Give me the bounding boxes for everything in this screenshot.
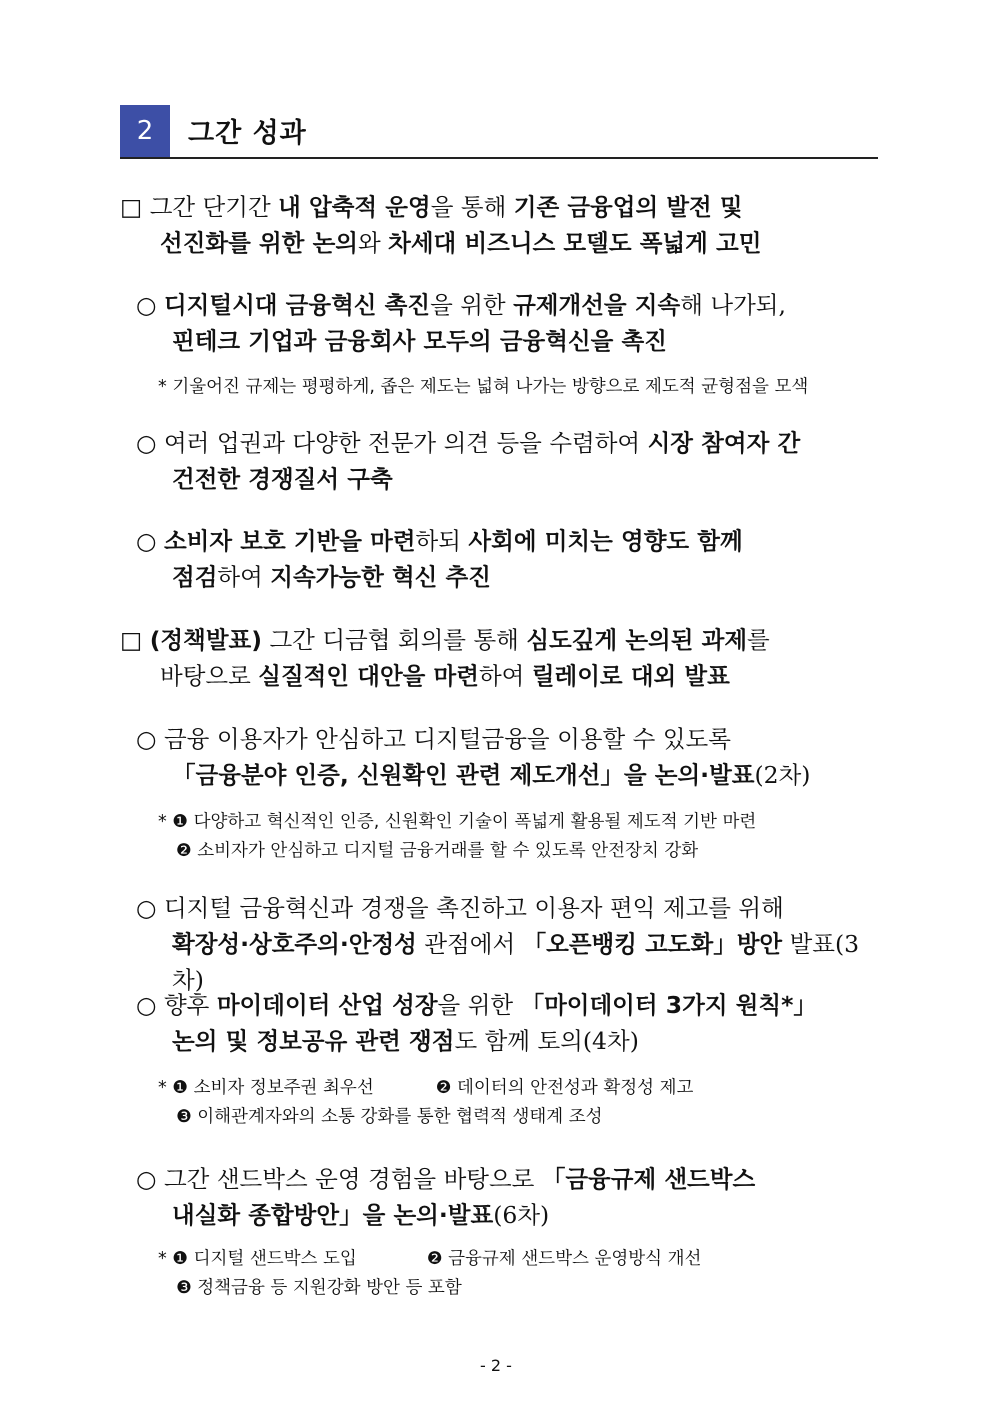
line (136, 721, 880, 757)
note-line (158, 1245, 878, 1274)
emphasis-text: 사회에 미치는 영향도 함께 (468, 527, 743, 555)
emphasis-text: 「오픈뱅킹 고도화」방안 (522, 930, 783, 958)
bullet-mark: ○ (136, 725, 164, 753)
bullet-7 (136, 1161, 880, 1233)
note-2 (158, 808, 878, 866)
note-item: ❷ 금융규제 샌드박스 운영방식 개선 (426, 1249, 702, 1269)
text-run: 하여 (217, 563, 271, 591)
note-line: ❸ 정책금융 등 지원강화 방안 등 포함 (176, 1278, 462, 1298)
text-run: (6차) (493, 1201, 550, 1229)
bullet-mark: ○ (136, 894, 164, 922)
text-run: 그간 디금협 회의를 통해 (261, 626, 527, 654)
text-run: 하여 (478, 662, 532, 690)
line (136, 1197, 880, 1233)
bullet-mark: ○ (136, 527, 164, 555)
bullet-mark: ○ (136, 1165, 164, 1193)
text-run: 해 나가되, (680, 291, 786, 319)
text-run: 바탕으로 (160, 662, 259, 690)
bullet-5 (136, 890, 880, 998)
bullet-2 (136, 425, 880, 497)
emphasis-text: 소비자 보호 기반을 마련 (163, 527, 416, 555)
emphasis-text: 심도깊게 논의된 과제 (526, 626, 748, 654)
text-run: 를 (747, 626, 770, 654)
text-run: 도 함께 토의(4차) (454, 1027, 639, 1055)
note-3 (158, 1074, 878, 1132)
note-line (158, 1074, 878, 1103)
line (120, 189, 880, 225)
text-run: 디지털 금융혁신과 경쟁을 촉진하고 이용자 편익 제고를 위해 (163, 894, 784, 922)
emphasis-text: 릴레이로 대외 발표 (531, 662, 730, 690)
line (136, 1161, 880, 1197)
note-item: * ❶ 디지털 샌드박스 도입 (158, 1249, 357, 1269)
text-run: 금융 이용자가 안심하고 디지털금융을 이용할 수 있도록 (163, 725, 731, 753)
text-run: 하되 (415, 527, 469, 555)
note-4 (158, 1245, 878, 1303)
line (136, 1023, 880, 1059)
section-number: 2 (120, 105, 170, 157)
line (136, 461, 880, 497)
bullet-mark: □ (120, 626, 150, 654)
line (136, 757, 880, 793)
emphasis-text: 확장성·상호주의·안정성 (172, 930, 417, 958)
line (120, 622, 880, 658)
text-run: 관점에서 (416, 930, 523, 958)
emphasis-text: 「금융분야 인증, 신원확인 관련 제도개선」을 논의·발표 (172, 761, 755, 789)
text-run: 여러 업권과 다양한 전문가 의견 등을 수렴하여 (163, 429, 648, 457)
text-run: 발표(3차) (172, 930, 860, 994)
bullet-1 (136, 287, 880, 359)
line (120, 225, 880, 261)
text-run: 을 위한 (437, 991, 521, 1019)
text-run: 그간 단기간 (149, 193, 279, 221)
emphasis-text: 디지털시대 금융혁신 촉진 (163, 291, 431, 319)
line (136, 523, 880, 559)
text-run: 와 (357, 229, 389, 257)
section-title: 그간 성과 (188, 118, 307, 149)
section-item-2 (120, 622, 880, 694)
line (136, 323, 880, 359)
emphasis-text: 논의 및 정보공유 관련 쟁점 (172, 1027, 455, 1055)
emphasis-text: (정책발표) (149, 626, 262, 654)
emphasis-text: 건전한 경쟁질서 구축 (172, 465, 393, 493)
bullet-mark: ○ (136, 429, 164, 457)
text-run: 향후 (163, 991, 217, 1019)
bullet-3 (136, 523, 880, 595)
emphasis-text: 「금융규제 샌드박스 (541, 1165, 756, 1193)
note-line: ❷ 소비자가 안심하고 디지털 금융거래를 할 수 있도록 안전장치 강화 (176, 841, 699, 861)
emphasis-text: 지속가능한 혁신 추진 (270, 563, 491, 591)
bullet-6 (136, 987, 880, 1059)
bullet-4 (136, 721, 880, 793)
bullet-mark: □ (120, 193, 150, 221)
emphasis-text: 차세대 비즈니스 모델도 폭넓게 고민 (388, 229, 762, 257)
emphasis-text: 실질적인 대안을 마련 (258, 662, 479, 690)
note-line: ❸ 이해관계자와의 소통 강화를 통한 협력적 생태계 조성 (176, 1107, 603, 1127)
bullet-mark: ○ (136, 291, 164, 319)
note-item: ❷ 데이터의 안전성과 확정성 제고 (435, 1078, 694, 1098)
emphasis-text: 선진화를 위한 논의 (160, 229, 358, 257)
emphasis-text: 마이데이터 산업 성장 (216, 991, 438, 1019)
text-run: 을 위한 (430, 291, 514, 319)
page-number: - 2 - (480, 1356, 512, 1375)
text-run: 그간 샌드박스 운영 경험을 바탕으로 (163, 1165, 542, 1193)
emphasis-text: 시장 참여자 간 (647, 429, 801, 457)
line (136, 987, 880, 1023)
note-line: * ❶ 다양하고 혁신적인 인증, 신원확인 기술이 폭넓게 활용될 제도적 기반 마련 (158, 812, 757, 832)
bullet-mark: ○ (136, 991, 164, 1019)
note-item: * ❶ 소비자 정보주권 최우선 (158, 1078, 374, 1098)
line (136, 287, 880, 323)
section-item-1 (120, 189, 880, 261)
emphasis-text: 내실화 종합방안」을 논의·발표 (172, 1201, 494, 1229)
note-1: * 기울어진 규제는 평평하게, 좁은 제도는 넓혀 나가는 방향으로 제도적 균형점을 모색 (158, 377, 809, 397)
emphasis-text: 기존 금융업의 발전 및 (513, 193, 743, 221)
line (120, 658, 880, 694)
emphasis-text: 내 압축적 운영 (278, 193, 431, 221)
line (136, 890, 880, 926)
emphasis-text: 「마이데이터 3가지 원칙*」 (520, 991, 817, 1019)
text-run: (2차) (754, 761, 811, 789)
section-header (120, 103, 878, 159)
line (136, 559, 880, 595)
emphasis-text: 점검 (172, 563, 218, 591)
emphasis-text: 규제개선을 지속 (513, 291, 681, 319)
line (136, 425, 880, 461)
emphasis-text: 핀테크 기업과 금융회사 모두의 금융혁신을 촉진 (172, 327, 667, 355)
text-run: 을 통해 (430, 193, 514, 221)
